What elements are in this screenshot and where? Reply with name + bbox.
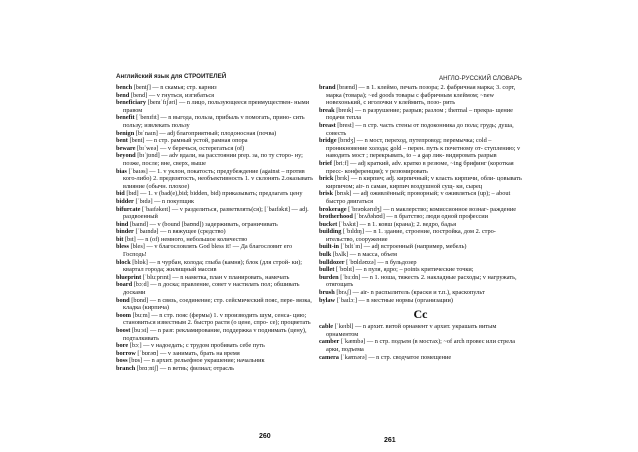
entry-definition: [ˈbɜːdn] — n 1. ноша, тяжесть 2. накладные расходы; v нагружать, отягощать xyxy=(326,273,517,289)
dictionary-entry xyxy=(319,122,522,137)
entry-definition: [bend] — v гнуться, изгибаться xyxy=(130,91,215,99)
entry-headword: block xyxy=(116,258,131,266)
dictionary-entry xyxy=(319,289,522,297)
entry-definition: [ˈbʊlɪt] — n пуля, ядро; – points критические точки; xyxy=(335,266,474,274)
dictionary-entry xyxy=(116,228,316,236)
entry-definition: [ˈbaɪlɔː] — n местные нормы (организации) xyxy=(336,296,453,304)
right-running-header: АНГЛО-РУССКИЙ СЛОВАРЬ xyxy=(439,75,522,82)
dictionary-entry xyxy=(319,107,522,122)
entry-headword: boom xyxy=(116,311,132,319)
dictionary-entry xyxy=(116,357,316,365)
entry-definition: [baɪnd] — v (bound [baʊnd]) задерживать, ограничивать xyxy=(129,220,278,228)
entry-headword: branch xyxy=(116,364,136,372)
dictionary-entry xyxy=(116,130,316,138)
entry-headword: camber xyxy=(319,338,340,346)
dictionary-entry xyxy=(319,259,522,267)
dictionary-entry xyxy=(319,137,522,160)
entry-definition: [ˈbɒrəʊ] — v занимать, брать на время xyxy=(137,349,240,357)
entry-headword: breast xyxy=(319,121,336,129)
entry-headword: brisk xyxy=(319,190,333,198)
dictionary-entry xyxy=(116,350,316,358)
entry-headword: bend xyxy=(116,91,130,99)
entry-definition: [brʌʃ] — air- n распылитель (краски и т.п.), краскопульт xyxy=(336,289,485,297)
entry-headword: beyond xyxy=(116,152,136,160)
entry-definition: [ˈbɪltˈɪn] — adj встроенный (например, мебель) xyxy=(340,243,467,251)
dictionary-entry xyxy=(116,365,316,373)
entry-headword: camera xyxy=(319,353,339,361)
dictionary-entry xyxy=(319,297,522,305)
entry-headword: bore xyxy=(116,342,129,350)
dictionary-entry xyxy=(116,99,316,114)
entry-definition: [benɪˈfɪʃəri] — n лицо, пользующееся преимуществен- ными правом xyxy=(123,99,310,114)
entry-headword: board xyxy=(116,281,133,289)
entry-headword: boss xyxy=(116,357,128,365)
entry-definition: [brænd] — n 1. клеймо, печать позора; 2. фабричная марка; 3. сорт, марка (товара); ~ed goods товары с фабричным клеймом; ~new новехонький, с иголочки v клеймить, позо- рить xyxy=(326,84,516,107)
entry-headword: bifurcate xyxy=(116,205,141,213)
entry-headword: bidder xyxy=(116,197,134,205)
entry-headword: bench xyxy=(116,84,133,91)
entry-definition: [ˈbaɪəs] — 1. v уклон, покатость; предубеждение (against – против кого-либо) 2. предвзятость, необъективность 1. v склонять 2.оказывать влияние (обычн. плохое) xyxy=(123,167,313,190)
entry-headword: bond xyxy=(116,296,130,304)
entry-definition: [ˈkæmbə] — n стр. подъем (в мостах); ~of arch провес или стрела арки, подъема xyxy=(326,338,516,353)
dictionary-entry xyxy=(319,228,522,243)
entry-definition: [bɪˈjɒnd] — adv вдали, на расстоянии prep. за, по ту сторо- ну; позже, после; вне, сверх, выше xyxy=(123,152,303,167)
entry-definition: [ˈbʊldəʊzə] — n бульдозер xyxy=(346,258,417,266)
entry-headword: bent xyxy=(116,137,128,145)
dictionary-entry xyxy=(116,206,316,221)
entry-definition: [bɒs] — n архит. рельефное украшение; начальник xyxy=(129,357,265,365)
entry-definition: [ˈbenɪfɪt] — n выгода, польза, прибыль v помогать, прино- сить пользу; извлекать пользу xyxy=(123,114,305,129)
dictionary-entry xyxy=(319,354,522,362)
dictionary-entry xyxy=(116,342,316,350)
entry-headword: beware xyxy=(116,144,136,152)
entry-headword: blueprint xyxy=(116,273,142,281)
dictionary-entry xyxy=(116,198,316,206)
dictionary-entry xyxy=(116,145,316,153)
dictionary-entry xyxy=(116,137,316,145)
entry-definition: [ˈbluːprɪnt] — n наметка, план v планировать, намечать xyxy=(142,273,290,281)
entry-headword: boost xyxy=(116,327,131,334)
dictionary-entry xyxy=(319,266,522,274)
entry-headword: brokerage xyxy=(319,205,347,213)
dictionary-entry xyxy=(116,168,316,191)
entry-definition: [brɪdʒ] — n мост, переход, путепровод; перемычка; cold – проникновение холода; gold – перен. путь к почетному от- ступлению; v наводить мост ; перекрывать, to – a gap лик- видировать разрыв xyxy=(326,137,521,160)
entry-headword: bit xyxy=(116,235,124,243)
entry-headword: break xyxy=(319,106,335,114)
entry-definition: [briːf] — adj краткий, adv. кратко в резюме, ~ing брифинг (короткая пресс- конференция); v резюмировать xyxy=(326,159,514,175)
entry-headword: beneficiary xyxy=(116,99,147,107)
dictionary-entry xyxy=(319,221,522,229)
dictionary-entry xyxy=(116,152,316,167)
dictionary-entry xyxy=(116,281,316,296)
entry-headword: borrow xyxy=(116,349,136,357)
page-number-left: 260 xyxy=(259,433,271,440)
dictionary-entry xyxy=(319,84,522,107)
entry-headword: binder xyxy=(116,228,134,236)
entry-headword: cable xyxy=(319,323,333,331)
entry-definition: [ˈbrʌðəhʊd] — n братство; люди одной профессии xyxy=(354,213,489,221)
entry-definition: [ˈbaɪndə] — n вяжущее (средство) xyxy=(135,228,226,236)
entry-headword: bucket xyxy=(319,220,338,228)
dictionary-entry xyxy=(319,243,522,251)
entry-headword: bridge xyxy=(319,137,337,145)
entry-headword: benign xyxy=(116,129,135,137)
entry-headword: burden xyxy=(319,273,339,281)
entry-headword: bid xyxy=(116,190,125,198)
entry-definition: [ˈbaɪfəkeɪt] — v разделиться, разветвлять(ся); [ˈbaɪfəkɪt] — adj. раздвоенный xyxy=(123,205,309,221)
entry-definition: [bɪt] — n (of) немного, небольшое количество xyxy=(124,235,248,243)
entry-definition: [bles] — v благословлять God bless it! — Да благословит его Господь! xyxy=(123,243,293,259)
dictionary-entry xyxy=(319,274,522,289)
entry-headword: bylaw xyxy=(319,296,336,304)
dictionary-entry xyxy=(319,175,522,190)
dictionary-entry xyxy=(116,259,316,274)
entry-definition: [bɪd] — 1. v (bad(e),bid; bidden, bid) приказывать; предлагать цену xyxy=(126,190,303,198)
entry-definition: [ˈbʌkɪt] — n 1. ковш (крана); 2. ведро, бадья xyxy=(338,220,457,228)
dictionary-entry xyxy=(116,236,316,244)
dictionary-entry xyxy=(319,323,522,338)
entry-definition: [bentʃ] — n скамья; стр. карниз xyxy=(133,84,217,91)
dictionary-entry xyxy=(319,251,522,259)
entry-headword: brief xyxy=(319,159,332,167)
entry-definition: [breɪk] — n разрушение; разрыв; разлом ; thermal – прекра- щение подачи тепла xyxy=(326,106,513,122)
entry-headword: bind xyxy=(116,220,129,228)
entry-definition: [brɪsk] — adj оживлённый; проворный; v оживляться (up); – about быстро двигаться xyxy=(326,190,511,205)
dictionary-entry xyxy=(319,338,522,353)
entry-definition: [buːst] — n разг. рекламирование, поддержка v поднимать (цену), подталкивать xyxy=(123,327,307,342)
dictionary-entry xyxy=(116,274,316,282)
dictionary-entry xyxy=(116,327,316,342)
dictionary-entry xyxy=(116,190,316,198)
entry-definition: [bɪˈweə] — v беречься, остерегаться (of) xyxy=(137,144,245,152)
entry-definition: [ˈkeɪbl] — n архит. витой орнамент v архит. украшать витым орнаментом xyxy=(326,323,497,338)
left-page-column xyxy=(116,84,316,373)
entry-definition: [ˈbɪdə] — n покупщик xyxy=(135,197,195,205)
dictionary-entry xyxy=(116,84,316,92)
entry-definition: [ˈbɪldɪŋ] — n 1. здание, строение, постройка, дом 2. стро- ительство, сооружение xyxy=(326,228,496,243)
entry-headword: bullet xyxy=(319,266,335,274)
entry-definition: [bʌlk] — n масса, объем xyxy=(332,251,397,259)
entry-headword: brand xyxy=(319,84,336,91)
entry-headword: bulldozer xyxy=(319,258,345,266)
entry-definition: [ˈkæmərə] — n стр. сводчатое помещение xyxy=(340,353,452,361)
dictionary-entry xyxy=(319,206,522,214)
dictionary-entry xyxy=(116,312,316,327)
section-letter-heading: Cc xyxy=(413,307,428,322)
entry-definition: [buːm] — n стр. пояс (фермы) 1. v производить шум, сенса- цию; становиться известным 2. быстро расти (о цене, спро- се); процветать xyxy=(123,311,311,327)
dictionary-entry xyxy=(116,297,316,312)
entry-headword: brush xyxy=(319,289,335,297)
entry-headword: brotherhood xyxy=(319,213,353,221)
entry-headword: benefit xyxy=(116,114,135,122)
entry-definition: [ˈbrəʊkərɪdʒ] — n маклерство; комиссионное вознаг- раждение xyxy=(348,205,516,213)
entry-definition: [bɒnd] — n связь, соединение; стр. сейсмический пояс, пере- вязка, кладка (кирпича) xyxy=(123,296,312,312)
dictionary-entry xyxy=(319,190,522,205)
entry-headword: brick xyxy=(319,175,334,183)
entry-definition: [bɪˈnaɪn] — adj благоприятный; плодоносная (почва) xyxy=(135,129,277,137)
entry-headword: bless xyxy=(116,243,129,251)
page-number-right: 261 xyxy=(384,437,396,444)
dictionary-entry xyxy=(116,114,316,129)
left-running-header: Английский язык для СТРОИТЕЛЕЙ xyxy=(116,73,227,80)
entry-headword: bias xyxy=(116,167,127,175)
entry-headword: building xyxy=(319,228,342,236)
dictionary-entry xyxy=(116,92,316,100)
entry-definition: [brɪk] — n кирпич; adj. кирпичный; v класть кирпичи, обли- цовывать кирпичом; air- n саман, кирпич воздушной сущ- ки, сырец xyxy=(326,175,522,190)
dictionary-entry xyxy=(319,213,522,221)
entry-definition: [bent] — n стр. рамный устой, рамная опора xyxy=(129,137,248,145)
entry-definition: [bɔː] — v надоедать; с трудом пробивать себе путь xyxy=(129,342,265,350)
entry-definition: [bɔːd] — n доска; правление, совет v настилать пол; обшивать досками xyxy=(123,281,300,297)
right-page-column xyxy=(319,84,522,361)
entry-headword: built-in xyxy=(319,243,339,251)
entry-definition: [blɒk] — n чурбан, колода; глыба (камня); блок (для строй- ки); квартал города; жилищный массив xyxy=(123,258,303,274)
dictionary-entry xyxy=(116,243,316,258)
entry-definition: [brest] — n стр. часть стены от подоконника до пола; грудь; душа, совесть xyxy=(326,121,514,137)
dictionary-entry xyxy=(319,160,522,175)
entry-headword: bulk xyxy=(319,251,332,259)
dictionary-entry xyxy=(116,221,316,229)
entry-definition: [brɑːntʃ] — n ветвь; филиал; отрасль xyxy=(136,364,235,372)
